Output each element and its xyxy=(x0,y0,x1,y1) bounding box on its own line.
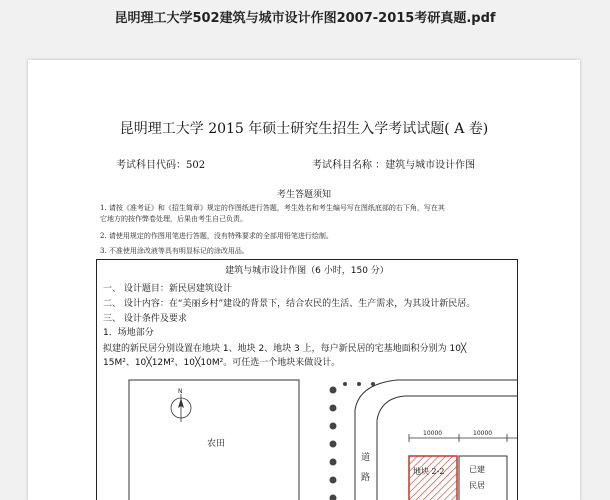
question-line: 三、 设计条件及要求 xyxy=(103,311,187,324)
road-label: 路 xyxy=(361,471,370,483)
road-curve xyxy=(355,380,517,410)
site-plan-drawing xyxy=(97,260,517,500)
existing-house-label: 已建 xyxy=(469,464,485,474)
subject-code-label: 考试科目代码： xyxy=(116,160,186,171)
question-line: 15M²、10╳12M²、10╳10M²。可任选一个地块来做设计。 xyxy=(103,355,340,368)
question-line: 1．场地部分 xyxy=(103,325,154,338)
notice-item: 2. 请使用规定的作图用笔进行答题，没有特殊要求的全部用铅笔进行绘制。 xyxy=(100,231,520,242)
subject-name-label: 考试科目名称 ： xyxy=(312,160,385,171)
document-title-bar xyxy=(0,0,610,54)
notice-title: 考生答题须知 xyxy=(28,187,580,200)
question-line: 一、 设计题目：新民居建筑设计 xyxy=(103,281,232,294)
question-line: 拟建的新民居分别设置在地块 1、地块 2、地块 3 上，每户新民居的宅基地面积分别为 10╳ xyxy=(103,341,466,354)
question-box xyxy=(96,259,518,500)
document-filename: 昆明理工大学502建筑与城市设计作图2007-2015考研真题.pdf xyxy=(114,7,495,26)
question-title: 建筑与城市设计作图（6 小时，150 分） xyxy=(97,263,517,276)
subject-code-value: 502 xyxy=(186,160,205,171)
plot-2-2 xyxy=(409,456,457,500)
subject-name xyxy=(312,156,475,171)
plot-label: 地块 2-2 xyxy=(413,466,444,476)
notice-item: 3. 不准使用涂改液等具有明显标记的涂改用品。 xyxy=(100,246,520,257)
notice-item: 1. 请按《准考证》和《招生简章》规定的作图纸进行答题，考生姓名和考生编号写在图纸底部的右下角，写在其 xyxy=(100,203,520,214)
pdf-page xyxy=(28,60,580,500)
exam-title: 昆明理工大学 2015 年硕士研究生招生入学考试试题( A 卷) xyxy=(28,118,580,138)
dimension-label: 10000 xyxy=(423,430,442,437)
existing-house xyxy=(459,456,507,500)
north-label: N xyxy=(178,388,183,395)
dimension-label: 10000 xyxy=(473,430,492,437)
notice-item: 它地方的按作弊卷处理，后果由考生自己负责。 xyxy=(100,214,520,225)
farmland-label: 农田 xyxy=(207,437,225,449)
road-label: 道 xyxy=(361,451,370,463)
question-line: 二、 设计内容：在“美丽乡村”建设的背景下，结合农民的生活、生产需求，为其设计新民居。 xyxy=(103,296,475,309)
existing-house-label: 民居 xyxy=(469,481,485,490)
subject-code xyxy=(116,156,205,171)
subject-name-value: 建筑与城市设计作图 xyxy=(385,160,475,171)
road-curve xyxy=(377,396,517,420)
